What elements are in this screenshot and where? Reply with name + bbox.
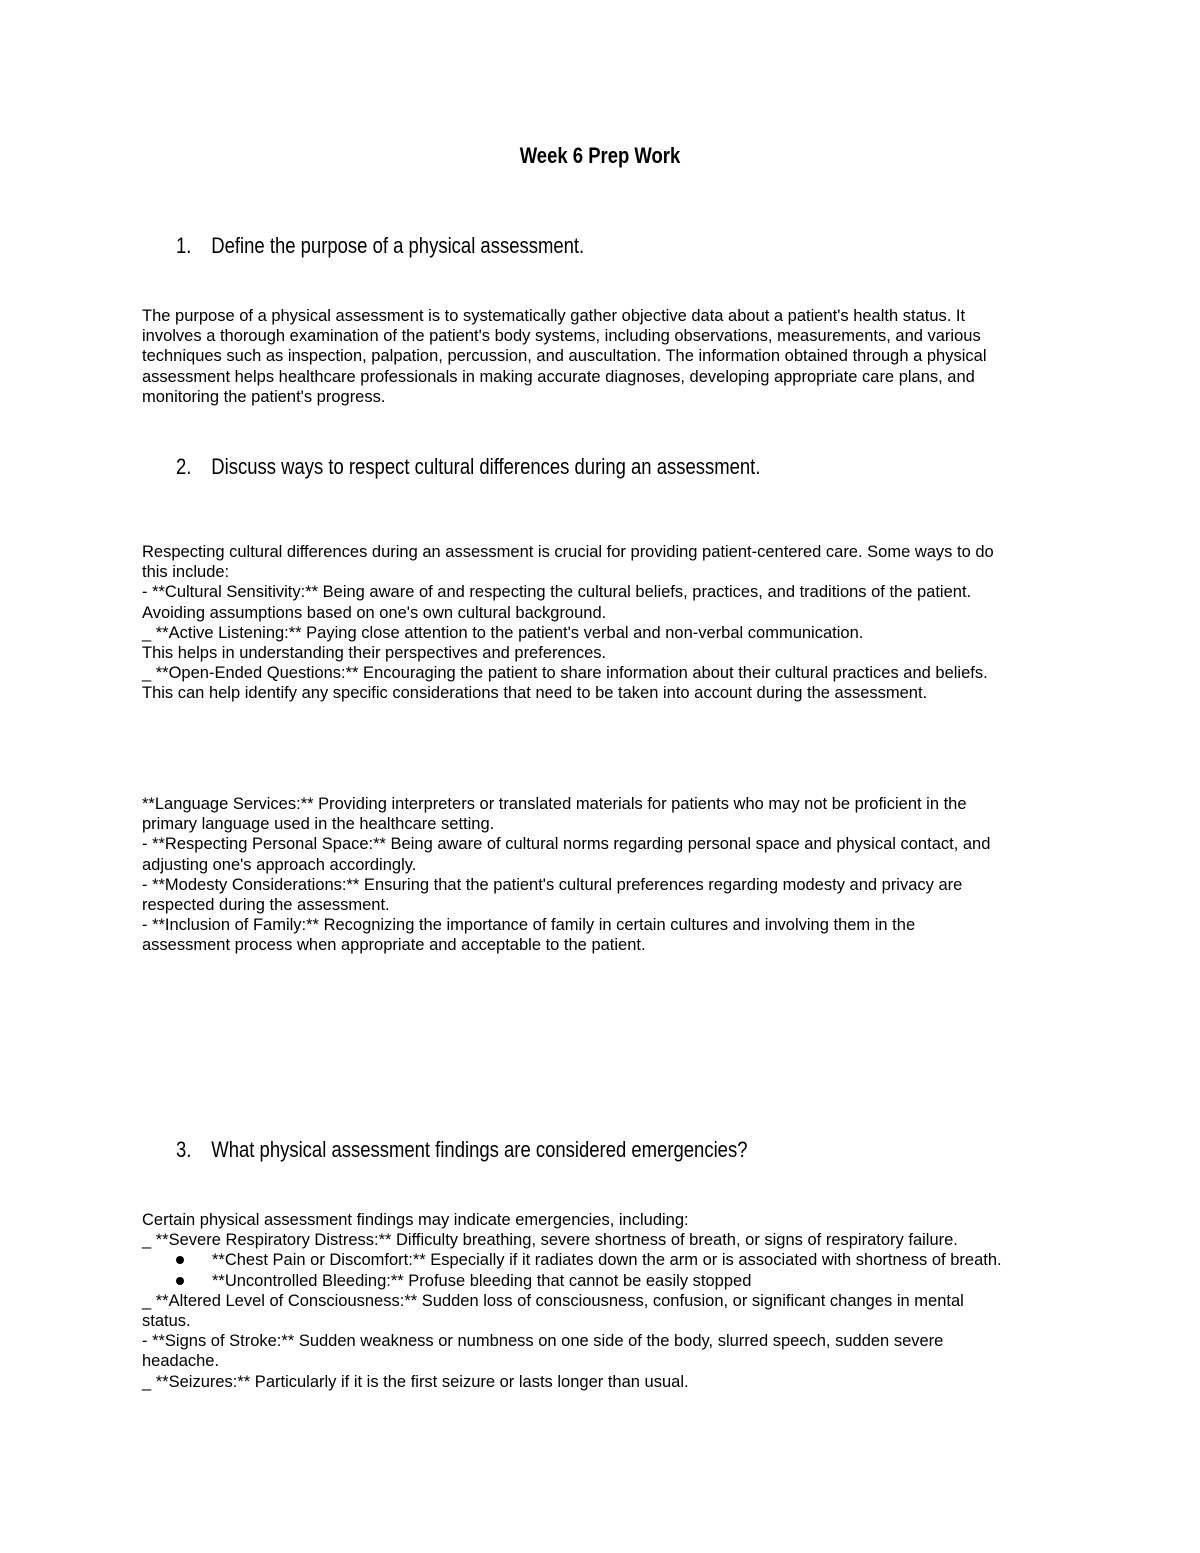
answer-line: techniques such as inspection, palpation, percussion, and auscultation. The information obtained through a physical bbox=[142, 347, 987, 366]
answer-line: **Language Services:** Providing interpreters or translated materials for patients who may not be proficient in the bbox=[142, 795, 967, 813]
answer-line: _ **Open-Ended Questions:** Encouraging the patient to share information about their cultural practices and beliefs. bbox=[142, 664, 988, 683]
answer-line: assessment helps healthcare professionals in making accurate diagnoses, developing appropriate care plans, and bbox=[142, 367, 975, 386]
question-2-text: Discuss ways to respect cultural differences during an assessment. bbox=[211, 454, 761, 479]
answer-line: assessment process when appropriate and acceptable to the patient. bbox=[142, 936, 646, 955]
bullet-item bbox=[142, 1250, 1082, 1270]
answer-line: This can help identify any specific considerations that need to be taken into account during the assessment. bbox=[142, 684, 928, 703]
question-3-number: 3. bbox=[176, 1137, 192, 1162]
answer-line: headache. bbox=[142, 1352, 220, 1371]
answer-1 bbox=[142, 306, 1082, 407]
question-2 bbox=[176, 453, 760, 481]
answer-line: The purpose of a physical assessment is to systematically gather objective data about a patient's health status. It bbox=[142, 307, 966, 325]
bullet-text: **Chest Pain or Discomfort:** Especially if it radiates down the arm or is associated with shortness of breath. bbox=[212, 1251, 1002, 1270]
answer-line: Respecting cultural differences during an assessment is crucial for providing patient-centered care. Some ways to do bbox=[142, 543, 994, 561]
answer-line: - **Modesty Considerations:** Ensuring that the patient's cultural preferences regarding modesty and privacy are bbox=[142, 875, 963, 894]
document-title: Week 6 Prep Work bbox=[519, 143, 681, 168]
question-2-number: 2. bbox=[176, 454, 192, 479]
answer-line: This helps in understanding their perspectives and preferences. bbox=[142, 644, 607, 663]
answer-line: _ **Altered Level of Consciousness:** Sudden loss of consciousness, confusion, or significant changes in mental bbox=[142, 1291, 964, 1310]
answer-line: this include: bbox=[142, 563, 230, 582]
answer-line: - **Cultural Sensitivity:** Being aware of and respecting the cultural beliefs, practices, and traditions of the patient. bbox=[142, 583, 972, 602]
answer-line: _ **Active Listening:** Paying close attention to the patient's verbal and non-verbal communication. bbox=[142, 623, 864, 642]
answer-2 bbox=[142, 542, 1082, 704]
answer-line: - **Respecting Personal Space:** Being aware of cultural norms regarding personal space and physical contact, and bbox=[142, 835, 991, 854]
question-3-text: What physical assessment findings are considered emergencies? bbox=[211, 1137, 748, 1162]
question-1 bbox=[176, 232, 584, 260]
question-3 bbox=[176, 1136, 747, 1164]
answer-line: monitoring the patient's progress. bbox=[142, 387, 386, 406]
bullet-item bbox=[142, 1271, 1082, 1291]
answer-line: Certain physical assessment findings may indicate emergencies, including: bbox=[142, 1211, 689, 1229]
answer-line: status. bbox=[142, 1312, 191, 1331]
question-1-number: 1. bbox=[176, 233, 192, 258]
answer-3 bbox=[142, 1210, 1082, 1392]
answer-line: respected during the assessment. bbox=[142, 896, 390, 915]
bullet-text: **Uncontrolled Bleeding:** Profuse bleeding that cannot be easily stopped bbox=[212, 1271, 752, 1290]
answer-line: adjusting one's approach accordingly. bbox=[142, 855, 417, 874]
bullet-dot-icon bbox=[176, 1277, 184, 1285]
answer-line: primary language used in the healthcare setting. bbox=[142, 815, 495, 834]
answer-2-continued bbox=[142, 794, 1082, 956]
answer-line: _ **Seizures:** Particularly if it is the first seizure or lasts longer than usual. bbox=[142, 1372, 689, 1391]
answer-line: involves a thorough examination of the patient's body systems, including observations, measurements, and various bbox=[142, 327, 981, 346]
question-1-text: Define the purpose of a physical assessment. bbox=[211, 233, 585, 258]
answer-line: - **Signs of Stroke:** Sudden weakness or numbness on one side of the body, slurred speech, sudden severe bbox=[142, 1332, 944, 1351]
answer-line: _ **Severe Respiratory Distress:** Difficulty breathing, severe shortness of breath, or signs of respiratory failure. bbox=[142, 1231, 958, 1250]
answer-line: - **Inclusion of Family:** Recognizing the importance of family in certain cultures and involving them in the bbox=[142, 916, 916, 935]
answer-line: Avoiding assumptions based on one's own cultural background. bbox=[142, 603, 607, 622]
bullet-dot-icon bbox=[176, 1256, 184, 1264]
